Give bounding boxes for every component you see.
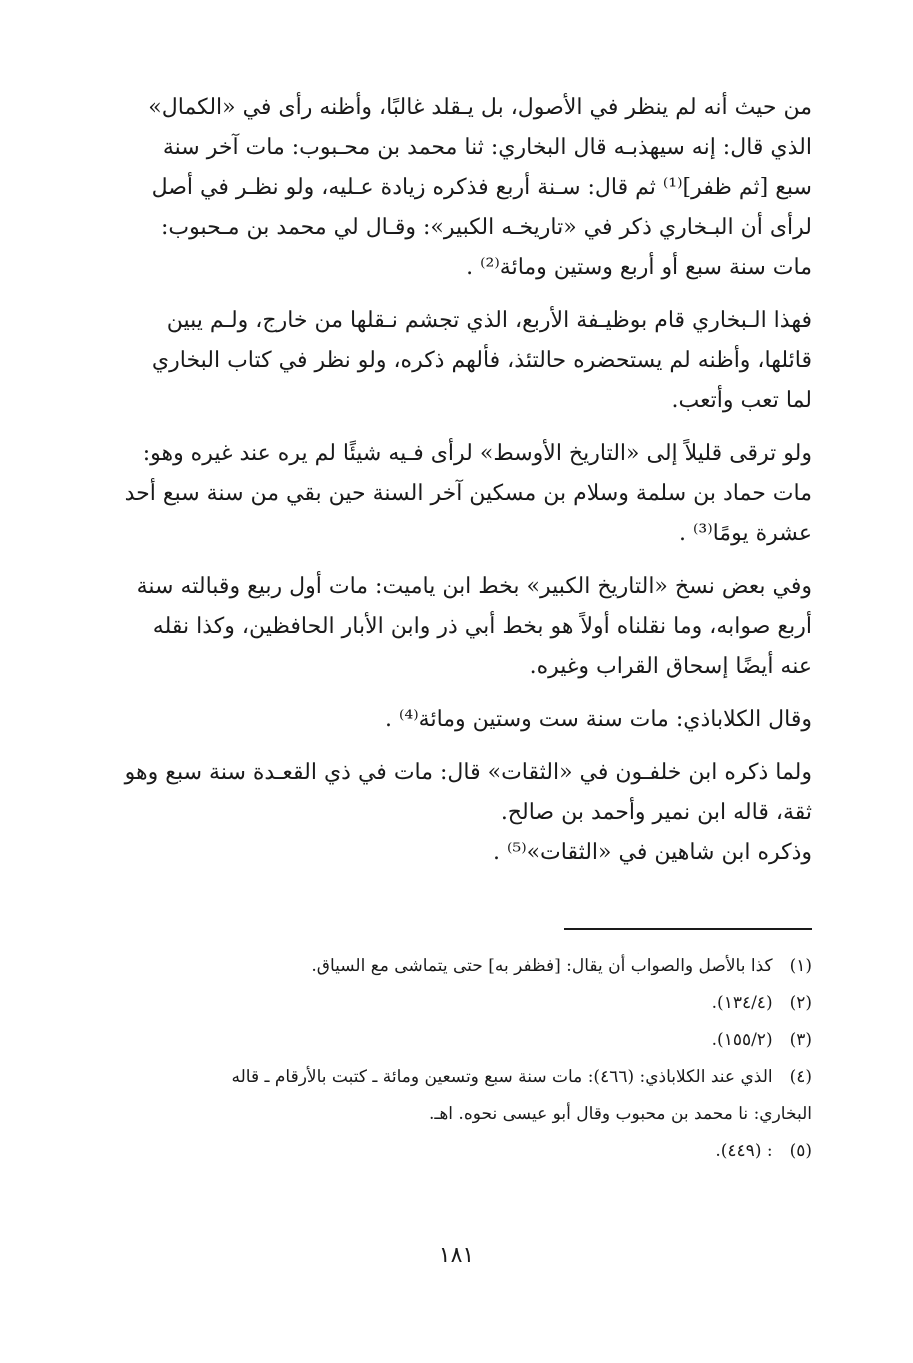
footnote-continuation	[92, 1096, 812, 1133]
footnote-number: (٢)	[789, 993, 812, 1013]
paragraph	[92, 753, 812, 873]
footnote-divider	[564, 928, 812, 930]
text-line: فهذا الـبخاري قام بوظيـفة الأربع، الذي تجشم نـقلها من خارج، ولـم يبين	[166, 308, 812, 333]
text-line: ولما ذكره ابن خلفـون في «الثقات» قال: مات في ذي القعـدة سنة سبع وهو	[124, 760, 812, 785]
text-line: قائلها، وأظنه لم يستحضره حالتئذ، فألهم ذكره، ولو نظر في كتاب البخاري	[151, 348, 812, 373]
text-line: وفي بعض نسخ «التاريخ الكبير» بخط ابن ياميت: مات أول ربيع وقبالته سنة	[136, 574, 812, 599]
paragraph	[92, 301, 812, 421]
text-line: الذي قال: إنه سيهذبـه قال البخاري: ثنا محمد بن محـبوب: مات آخر سنة	[162, 135, 812, 160]
footnote	[92, 1022, 812, 1059]
footnote-number: (١)	[789, 956, 812, 976]
text-line: لما تعب وأتعب.	[671, 388, 812, 413]
text-line: مات حماد بن سلمة وسلام بن مسكين آخر السنة حين بقي من سنة سبع أحد	[124, 481, 812, 506]
footnote-text: : (٤٤٩).	[715, 1141, 773, 1161]
text-line: ولو ترقى قليلاً إلى «التاريخ الأوسط» لرأى فـيه شيئًا لم يره عند غيره وهو:	[142, 441, 812, 466]
paragraph	[92, 88, 812, 288]
footnote	[92, 1059, 812, 1096]
footnote	[92, 985, 812, 1022]
text-line: أربع صوابه، وما نقلناه أولاً هو بخط أبي ذر وابن الأبار الحافظين، وكذا نقله	[152, 614, 812, 639]
main-text	[92, 88, 812, 886]
paragraph	[92, 700, 812, 740]
page-number: ١٨١	[438, 1243, 475, 1268]
text-line: ثقة، قاله ابن نمير وأحمد بن صالح.	[500, 800, 812, 825]
text-line: عشرة يومًا⁽³⁾ .	[678, 521, 812, 546]
text-line: مات سنة سبع أو أربع وستين ومائة⁽²⁾ .	[466, 255, 812, 280]
footnote-number: (٣)	[789, 1030, 812, 1050]
paragraph	[92, 567, 812, 687]
text-line: لرأى أن البـخاري ذكر في «تاريخـه الكبير»: وقـال لي محمد بن مـحبوب:	[161, 215, 812, 240]
text-line: وذكره ابن شاهين في «الثقات»⁽⁵⁾ .	[492, 840, 812, 865]
footnote-text: (١٥٥/٢).	[711, 1030, 773, 1050]
text-line: وقال الكلاباذي: مات سنة ست وستين ومائة⁽⁴⁾ .	[385, 707, 812, 732]
footnote	[92, 1133, 812, 1170]
footnote-number: (٥)	[789, 1141, 812, 1161]
text-line: سبع [ثم ظفر]⁽¹⁾ ثم قال: سـنة أربع فذكره زيادة عـليه، ولو نظـر في أصل	[151, 175, 812, 200]
text-line: عنه أيضًا إسحاق القراب وغيره.	[529, 654, 812, 679]
footnote-text: كذا بالأصل والصواب أن يقال: [فظفر به] حتى يتماشى مع السياق.	[311, 956, 773, 976]
text-line: من حيث أنه لم ينظر في الأصول، بل يـقلد غالبًا، وأظنه رأى في «الكمال»	[148, 95, 812, 120]
footnote-text: (١٣٤/٤).	[711, 993, 773, 1013]
footnote	[92, 948, 812, 985]
footnote-number: (٤)	[789, 1067, 812, 1087]
footnote-text: الذي عند الكلاباذي: (٤٦٦): مات سنة سبع وتسعين ومائة ـ كتبت بالأرقام ـ قاله	[231, 1067, 773, 1087]
footnotes	[92, 948, 812, 1170]
paragraph	[92, 434, 812, 554]
footnote-text: البخاري: نا محمد بن محبوب وقال أبو عيسى نحوه. اهـ.	[428, 1104, 812, 1124]
